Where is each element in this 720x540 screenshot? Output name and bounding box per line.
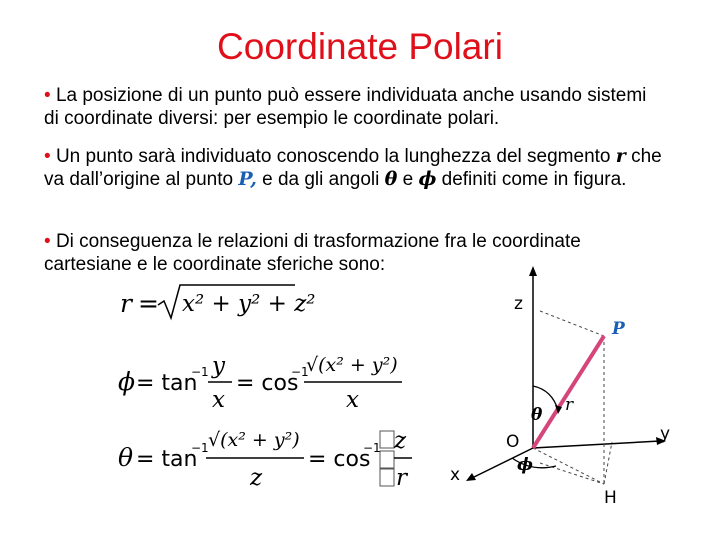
label-x: x xyxy=(450,465,461,485)
formula-theta-tan: = tan xyxy=(136,447,198,472)
label-O: O xyxy=(506,432,520,452)
formula-phi-num1: y xyxy=(212,353,225,379)
label-r: r xyxy=(565,395,574,415)
placeholder-box xyxy=(380,469,394,486)
symbol-phi: ϕ xyxy=(418,168,437,190)
symbol-r: r xyxy=(615,145,626,167)
y-axis xyxy=(533,441,660,448)
label-H: H xyxy=(604,488,617,508)
coordinate-diagram xyxy=(450,266,670,508)
symbol-P: P, xyxy=(238,168,257,190)
z-arrow-icon xyxy=(529,266,537,276)
formula-theta-sup: −1 xyxy=(191,441,209,455)
formula-phi-lhs: ϕ xyxy=(118,367,136,396)
formula-phi-num2: √(x² + y²) xyxy=(306,354,398,376)
formula-phi-den2: x xyxy=(346,387,359,413)
bullet-2-text-e: definiti come in figura. xyxy=(441,169,627,190)
formula-r-eq: = xyxy=(138,289,159,318)
bullet-2-text-a: Un punto sarà individuato conoscendo la lunghezza del segmento xyxy=(55,146,611,167)
dashed-line xyxy=(540,463,604,484)
formula-phi xyxy=(118,353,402,413)
formula-r xyxy=(120,285,316,318)
slide-title: Coordinate Polari xyxy=(217,26,503,67)
formula-phi-den1: x xyxy=(212,387,225,413)
label-theta: θ xyxy=(531,405,543,425)
bullet-1-text: La posizione di un punto può essere individuata anche usando sistemi di coordinate diversi: per esempio le coordinate polari. xyxy=(44,85,647,129)
label-y: y xyxy=(660,424,671,444)
formula-theta-den1: z xyxy=(250,465,263,491)
bullet-3-text: Di conseguenza le relazioni di trasformazione fra le coordinate cartesiane e le coordinate sferiche sono: xyxy=(44,231,581,275)
formula-r-radicand: x² + y² + z² xyxy=(182,291,316,317)
dashed-line xyxy=(540,311,604,336)
formula-theta-den2: r xyxy=(396,465,407,491)
formula-theta-num2: z xyxy=(394,428,407,454)
label-P: P xyxy=(612,319,625,339)
symbol-theta: θ xyxy=(384,168,398,190)
bullet-2-text-c: e da gli angoli xyxy=(262,169,380,190)
segment-r xyxy=(533,336,604,448)
formula-theta-sup2: −1 xyxy=(363,441,381,455)
placeholder-box xyxy=(380,451,394,468)
label-phi: ϕ xyxy=(517,455,534,475)
dashed-line xyxy=(604,442,612,484)
bullet-dot: • xyxy=(44,85,56,106)
formula-phi-tan: = tan xyxy=(136,371,198,396)
dashed-line xyxy=(533,448,604,484)
formula-phi-sup: −1 xyxy=(191,365,209,379)
formula-theta-cos: = cos xyxy=(308,447,371,472)
formula-phi-sup2: −1 xyxy=(291,365,309,379)
bullet-2-text-b: che va dall’origine al punto xyxy=(44,146,662,190)
bullet-2-text-d: e xyxy=(402,169,414,190)
label-z: z xyxy=(514,294,523,314)
placeholder-box xyxy=(380,431,394,448)
bullet-dot: • xyxy=(44,146,56,167)
formula-phi-cos: = cos xyxy=(236,371,299,396)
formula-r-lhs: r xyxy=(120,289,132,318)
formula-theta xyxy=(118,428,412,491)
formula-theta-lhs: θ xyxy=(118,443,134,472)
formula-theta-num1: √(x² + y²) xyxy=(208,429,300,451)
bullet-dot: • xyxy=(44,231,56,252)
